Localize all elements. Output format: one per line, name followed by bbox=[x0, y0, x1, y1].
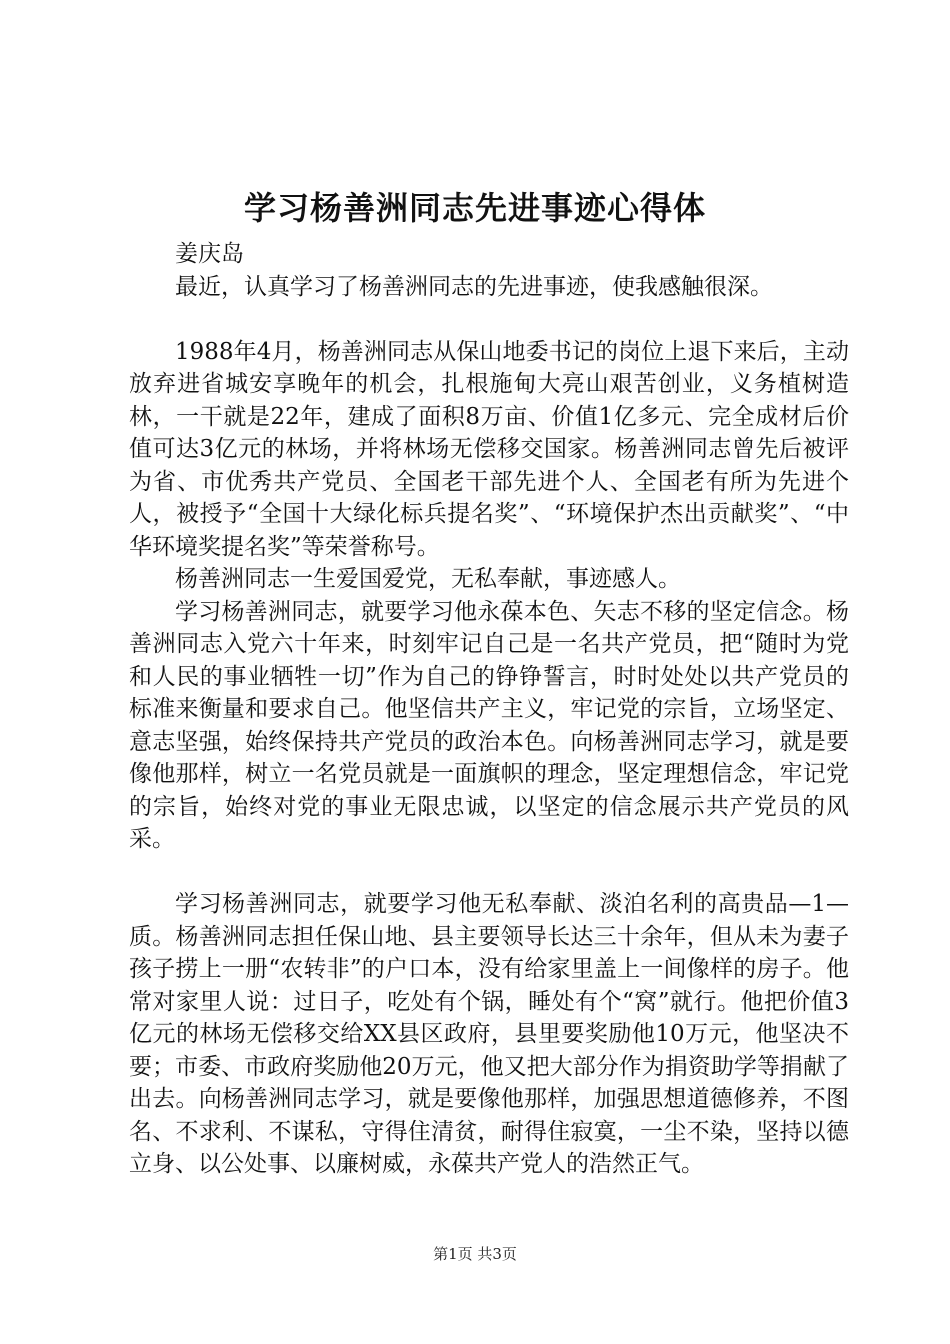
author-line: 姜庆岛 bbox=[175, 241, 244, 267]
paragraph-summary: 杨善洲同志一生爱国爱党，无私奉献，事迹感人。 bbox=[175, 566, 681, 592]
paragraph-background: 1988年4月，杨善洲同志从保山地委书记的岗位上退下来后，主动放弃进省城安享晚年的机会，扎根施甸大亮山艰苦创业，义务植树造林，一干就是22年，建成了面积8万亩、价值1亿多元、完全成材后价值可达3亿元的林场，并将林场无偿移交国家。杨善洲同志曾先后被评为省、市优秀共产党员、全国老干部先进个人、全国老有所为先进个人，被授予“全国十大绿化标兵提名奖”、“环境保护杰出贡献奖”、“中华环境奖提名奖”等荣誉称号。 bbox=[129, 338, 849, 560]
document-title: 学习杨善洲同志先进事迹心得体 bbox=[243, 189, 706, 227]
paragraph-selfless: 学习杨善洲同志，就要学习他无私奉献、淡泊名利的高贵品—1—质。杨善洲同志担任保山地、县主要领导长达三十余年，但从未为妻子孩子捞上一册“农转非”的户口本，没有给家里盖上一间像样的房子。他常对家里人说：过日子，吃处有个锅，睡处有个“窝”就行。他把价值3亿元的林场无偿移交给XX县区政府，县里要奖励他10万元，他坚决不要；市委、市政府奖励他20万元，他又把大部分作为捐资助学等捐献了出去。向杨善洲同志学习，就是要像他那样，加强思想道德修养，不图名、不求利、不谋私，守得住清贫，耐得住寂寞，一尘不染，坚持以德立身、以公处事、以廉树威，永葆共产党人的浩然正气。 bbox=[129, 891, 849, 1177]
document-body bbox=[129, 238, 849, 1181]
paragraph-belief: 学习杨善洲同志，就要学习他永葆本色、矢志不移的坚定信念。杨善洲同志入党六十年来，时刻牢记自己是一名共产党员，把“随时为党和人民的事业牺牲一切”作为自己的铮铮誓言，时时处处以共产党员的标准来衡量和要求自己。他坚信共产主义，牢记党的宗旨，立场坚定、意志坚强，始终保持共产党员的政治本色。向杨善洲同志学习，就是要像他那样，树立一名党员就是一面旗帜的理念，坚定理想信念，牢记党的宗旨，始终对党的事业无限忠诚，以坚定的信念展示共产党员的风采。 bbox=[129, 598, 849, 852]
page-footer: 第1页 共3页 bbox=[433, 1245, 517, 1263]
intro-paragraph: 最近，认真学习了杨善洲同志的先进事迹，使我感触很深。 bbox=[175, 273, 773, 300]
